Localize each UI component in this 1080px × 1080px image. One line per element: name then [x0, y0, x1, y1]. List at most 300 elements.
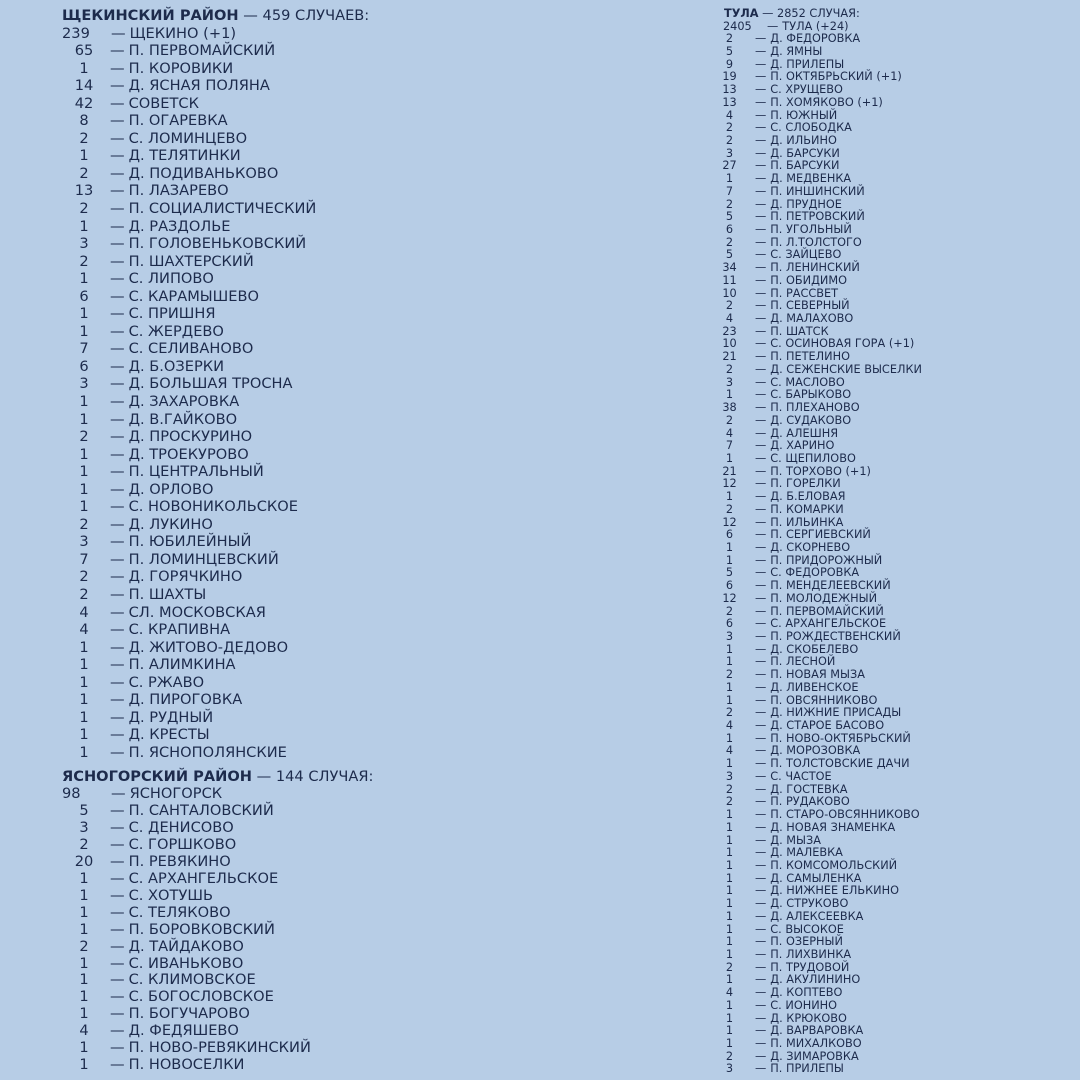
dash-separator: — — [110, 515, 125, 533]
list-item — [62, 516, 622, 534]
dash-separator: — — [755, 312, 767, 326]
dash-separator: — — [755, 998, 767, 1012]
dash-separator: — — [110, 743, 125, 761]
settlement-name: С. ХОТУШЬ — [128, 886, 213, 904]
dash-separator: — — [110, 1056, 125, 1074]
settlement-name: С. КРАПИВНА — [128, 621, 231, 639]
case-count: 2 — [725, 32, 734, 46]
case-count: 1 — [725, 846, 734, 860]
case-count: 3 — [79, 533, 89, 551]
case-count: 1 — [79, 971, 89, 989]
settlement-name: Д. ПИРОГОВКА — [128, 691, 243, 709]
case-count: 1 — [725, 680, 734, 694]
list-item — [62, 956, 622, 973]
dash-separator: — — [755, 846, 767, 860]
settlement-name: П. ТОРХОВО (+1) — [770, 464, 871, 478]
list-item — [62, 786, 622, 803]
settlement-name: С. ОСИНОВАЯ ГОРА (+1) — [770, 337, 915, 351]
settlement-name: С. ДЕНИСОВО — [128, 818, 234, 836]
dash-separator: — — [755, 70, 767, 84]
dash-separator: — — [755, 350, 767, 364]
case-count: 1 — [79, 410, 89, 428]
dash-separator: — — [755, 909, 767, 923]
dash-separator: — — [755, 490, 767, 504]
dash-separator: — — [755, 1062, 767, 1076]
case-count: 1 — [79, 270, 89, 288]
settlement-name: С. КЛИМОВСКОЕ — [128, 971, 256, 989]
settlement-name: С. СЕЛИВАНОВО — [128, 340, 254, 358]
dash-separator: — — [110, 199, 125, 217]
settlement-name: П. РУДАКОВО — [770, 795, 850, 809]
case-count: 1 — [725, 172, 734, 186]
list-item — [62, 288, 622, 306]
settlement-name: П. МОЛОДЕЖНЫЙ — [770, 591, 878, 605]
list-item — [708, 84, 1080, 97]
case-count: 1 — [79, 954, 89, 972]
settlement-name: Д. КРЮКОВО — [770, 1011, 847, 1025]
dash-separator: — — [110, 357, 125, 375]
dash-separator: — — [767, 19, 779, 33]
case-count: 1 — [725, 731, 734, 745]
dash-separator: — — [755, 591, 767, 605]
list-item — [62, 972, 622, 989]
dash-separator: — — [755, 566, 767, 580]
list-item — [62, 358, 622, 376]
list-item — [708, 351, 1080, 364]
list-item — [62, 726, 622, 744]
case-count: 1 — [79, 147, 89, 165]
dash-separator: — — [755, 947, 767, 961]
dash-separator: — — [755, 935, 767, 949]
list-item — [62, 586, 622, 604]
dash-separator: — — [755, 960, 767, 974]
list-item — [62, 130, 622, 148]
case-count: 1 — [725, 642, 734, 656]
settlement-name: ЯСНОГОРСК — [129, 784, 223, 802]
settlement-name: П. КОМАРКИ — [770, 502, 844, 516]
settlement-name: П. ЮБИЛЕЙНЫЙ — [128, 533, 252, 551]
case-count: 6 — [79, 287, 89, 305]
case-count: 7 — [725, 439, 734, 453]
case-count: 2 — [79, 129, 89, 147]
dash-separator: — — [755, 1024, 767, 1038]
case-count: 1 — [79, 1005, 89, 1023]
settlement-name: С. АРХАНГЕЛЬСКОЕ — [128, 869, 279, 887]
settlement-name: С. КАРАМЫШЕВО — [128, 287, 259, 305]
list-item — [62, 854, 622, 871]
case-count: 1 — [725, 871, 734, 885]
dash-separator: — — [111, 24, 126, 42]
case-count: 1 — [79, 656, 89, 674]
settlement-name: Д. РУДНЫЙ — [128, 708, 214, 726]
settlement-name: П. ГОРЕЛКИ — [770, 477, 841, 491]
settlement-name: Д. СТРУКОВО — [770, 897, 849, 911]
case-count: 10 — [722, 337, 737, 351]
dash-separator: — — [755, 986, 767, 1000]
settlement-name: С. ЛИПОВО — [128, 270, 214, 288]
dash-separator: — — [110, 129, 125, 147]
list-item — [708, 682, 1080, 695]
district-name: ЯСНОГОРСКИЙ РАЙОН — [62, 768, 252, 786]
case-count: 23 — [722, 324, 737, 338]
settlement-name: П. ПЕРВОМАЙСКИЙ — [770, 604, 884, 618]
case-count: 2405 — [723, 19, 752, 33]
dash-separator: — — [110, 954, 125, 972]
dash-separator: — — [110, 340, 125, 358]
case-count: 9 — [725, 57, 734, 71]
case-count: 1 — [79, 886, 89, 904]
settlement-name: Д. АЛЕШНЯ — [770, 426, 839, 440]
list-item — [62, 656, 622, 674]
dash-separator: — — [755, 464, 767, 478]
dash-separator: — — [110, 498, 125, 516]
settlement-name: П. САНТАЛОВСКИЙ — [128, 801, 274, 819]
dash-separator: — — [755, 286, 767, 300]
list-item — [62, 551, 622, 569]
settlement-name: Д. ПРИЛЕПЫ — [770, 57, 845, 71]
case-count: 2 — [725, 299, 734, 313]
list-item — [62, 182, 622, 200]
settlement-name: П. ОКТЯБРЬСКИЙ (+1) — [770, 70, 902, 84]
settlement-name: С. ЖЕРДЕВО — [128, 322, 224, 340]
dash-separator: — — [755, 451, 767, 465]
settlement-name: П. ОЗЕРНЫЙ — [770, 935, 843, 949]
dash-separator: — — [110, 410, 125, 428]
case-count: 21 — [722, 464, 737, 478]
list-item — [62, 871, 622, 888]
list-item — [62, 1057, 622, 1074]
list-item — [62, 939, 622, 956]
settlement-name: С. АРХАНГЕЛЬСКОЕ — [770, 617, 887, 631]
dash-separator: — — [110, 638, 125, 656]
case-count: 4 — [725, 719, 734, 733]
dash-separator: — — [110, 586, 125, 603]
settlement-name: С. ТЕЛЯКОВО — [128, 903, 231, 921]
settlement-name: Д. ЗАХАРОВКА — [128, 392, 240, 410]
list-item — [62, 411, 622, 429]
list-item — [62, 481, 622, 499]
case-count: 1 — [79, 988, 89, 1006]
case-count: 6 — [725, 579, 734, 593]
case-count: 2 — [725, 197, 734, 211]
dash-separator: — — [755, 668, 767, 682]
city-count: — 2852 СЛУЧАЯ: — [758, 7, 860, 20]
dash-separator: — — [111, 784, 126, 802]
dash-separator: — — [755, 630, 767, 643]
list-item — [62, 463, 622, 481]
dash-separator: — — [755, 769, 767, 783]
list-item — [708, 275, 1080, 288]
dash-separator: — — [755, 261, 767, 275]
case-count: 4 — [725, 312, 734, 326]
list-item — [62, 253, 622, 271]
settlement-name: С. ФЕДОРОВКА — [770, 566, 860, 580]
dash-separator: — — [755, 884, 767, 898]
case-count: 2 — [725, 668, 734, 682]
list-item — [62, 744, 622, 762]
dash-separator: — — [110, 1022, 125, 1040]
dash-separator: — — [755, 324, 767, 338]
dash-separator: — — [110, 673, 125, 691]
list-item — [62, 147, 622, 165]
list-item — [62, 604, 622, 622]
case-count: 1 — [79, 673, 89, 691]
list-item — [708, 173, 1080, 186]
settlement-name: П. ТРУДОВОЙ — [770, 960, 850, 974]
settlement-name: С. РЖАВО — [128, 673, 205, 691]
case-count: 2 — [725, 121, 734, 135]
dash-separator: — — [110, 886, 125, 904]
case-count: 1 — [79, 322, 89, 340]
case-count: 1 — [725, 833, 734, 847]
case-count: 4 — [725, 744, 734, 758]
settlement-name: П. СЕРГИЕВСКИЙ — [770, 528, 871, 542]
dash-separator: — — [755, 210, 767, 224]
dash-separator: — — [110, 77, 125, 95]
list-item — [708, 809, 1080, 822]
case-count: 13 — [722, 95, 737, 109]
dash-separator: — — [755, 426, 767, 440]
case-count: 12 — [722, 591, 737, 605]
dash-separator: — — [755, 223, 767, 236]
case-count: 2 — [79, 252, 89, 270]
settlement-name: П. ШАТСК — [770, 324, 829, 338]
case-count: 1 — [725, 909, 734, 923]
settlement-name: Д. НОВАЯ ЗНАМЕНКА — [770, 820, 896, 834]
dash-separator: — — [110, 445, 125, 463]
settlement-name: П. КОМСОМОЛЬСКИЙ — [770, 858, 898, 872]
section-title-yasnogorsk-district — [62, 768, 622, 786]
case-count: 3 — [725, 375, 734, 389]
list-item — [62, 533, 622, 551]
settlement-name: П. СОЦИАЛИСТИЧЕСКИЙ — [128, 199, 317, 217]
dash-separator: — — [755, 1011, 767, 1025]
list-item — [708, 135, 1080, 148]
settlement-name: Д. ЗИМАРОВКА — [770, 1049, 859, 1063]
list-item — [62, 42, 622, 60]
settlement-name: Д. КОПТЕВО — [770, 986, 843, 1000]
settlement-name: Д. ФЕДОРОВКА — [770, 32, 861, 46]
dash-separator: — — [110, 305, 125, 323]
case-count: 1 — [79, 903, 89, 921]
settlement-name: П. НОВАЯ МЫЗА — [770, 668, 865, 682]
dash-separator: — — [110, 59, 125, 77]
case-count: 1 — [725, 820, 734, 834]
case-count: 2 — [725, 604, 734, 618]
dash-separator: — — [110, 801, 125, 819]
list-item — [62, 568, 622, 586]
case-count: 98 — [62, 784, 81, 802]
dash-separator: — — [110, 971, 125, 989]
settlement-name: П. ПЛЕХАНОВО — [770, 401, 860, 415]
list-item — [62, 691, 622, 709]
settlement-name: Д. РАЗДОЛЬЕ — [128, 217, 231, 235]
list-item — [708, 580, 1080, 593]
list-item — [62, 446, 622, 464]
case-count: 6 — [725, 617, 734, 631]
dash-separator: — — [755, 502, 767, 516]
settlement-name: Д. ГОСТЕВКА — [770, 782, 848, 796]
list-item — [62, 393, 622, 411]
settlement-name: С. ЛОМИНЦЕВО — [128, 129, 248, 147]
settlement-name: С. БОГОСЛОВСКОЕ — [128, 988, 274, 1006]
case-count: 1 — [79, 498, 89, 516]
list-item — [708, 593, 1080, 606]
settlement-name: Д. НИЖНЕЕ ЕЛЬКИНО — [770, 884, 900, 898]
list-item — [708, 1063, 1080, 1076]
dash-separator: — — [110, 708, 125, 726]
settlement-name: Д. БОЛЬШАЯ ТРОСНА — [128, 375, 293, 393]
list-item — [62, 77, 622, 95]
list-item — [62, 340, 622, 358]
dash-separator: — — [110, 726, 125, 744]
dash-separator: — — [110, 375, 125, 393]
settlement-name: П. ПРИДОРОЖНЫЙ — [770, 553, 883, 567]
settlement-name: Д. ЖИТОВО-ДЕДОВО — [128, 638, 289, 656]
dash-separator: — — [755, 401, 767, 415]
settlement-name: СЛ. МОСКОВСКАЯ — [128, 603, 266, 621]
settlement-name: Д. СЕЖЕНСКИЕ ВЫСЕЛКИ — [770, 362, 922, 376]
case-count: 5 — [79, 801, 89, 819]
case-count: 2 — [79, 586, 89, 603]
settlement-name: П. ХОМЯКОВО (+1) — [770, 95, 883, 109]
list-item — [62, 803, 622, 820]
settlement-name: Д. АКУЛИНИНО — [770, 973, 861, 987]
shchekino-settlement-list — [62, 25, 622, 762]
district-count: — 459 СЛУЧАЕВ: — [238, 7, 370, 24]
dash-separator: — — [755, 897, 767, 911]
settlement-name: Д. МЕДВЕНКА — [770, 172, 852, 186]
case-count: 1 — [79, 463, 89, 481]
dash-separator: — — [755, 133, 767, 147]
dash-separator: — — [755, 871, 767, 885]
settlement-name: П. ПЕТЕЛИНО — [770, 350, 850, 364]
dash-separator: — — [755, 197, 767, 211]
list-item — [62, 112, 622, 130]
dash-separator: — — [755, 108, 767, 122]
dash-separator: — — [110, 463, 125, 481]
settlement-name: Д. ЯСНАЯ ПОЛЯНА — [128, 77, 270, 95]
dash-separator: — — [110, 147, 125, 165]
case-count: 5 — [725, 566, 734, 580]
case-count: 1 — [725, 922, 734, 936]
case-count: 20 — [74, 852, 94, 870]
dash-separator: — — [755, 413, 767, 427]
list-item — [62, 498, 622, 516]
dash-separator: — — [755, 973, 767, 987]
list-item — [708, 987, 1080, 1000]
list-item — [708, 1000, 1080, 1013]
dash-separator: — — [110, 603, 125, 621]
dash-separator: — — [110, 869, 125, 887]
settlement-name: П. ЦЕНТРАЛЬНЫЙ — [128, 463, 264, 481]
settlement-name: С. ЧАСТОЕ — [770, 769, 832, 783]
case-count: 2 — [725, 782, 734, 796]
settlement-name: Д. ТАЙДАКОВО — [128, 937, 244, 955]
dash-separator: — — [755, 579, 767, 593]
dash-separator: — — [755, 808, 767, 822]
dash-separator: — — [755, 32, 767, 46]
case-count: 1 — [725, 1011, 734, 1025]
list-item — [62, 674, 622, 692]
dash-separator: — — [110, 835, 125, 853]
list-item — [62, 621, 622, 639]
dash-separator: — — [110, 1005, 125, 1023]
dash-separator: — — [110, 182, 125, 200]
list-item — [62, 270, 622, 288]
case-count: 14 — [74, 77, 94, 95]
dash-separator: — — [755, 655, 767, 669]
list-item — [708, 631, 1080, 644]
case-count: 2 — [79, 835, 89, 853]
case-count: 2 — [79, 515, 89, 533]
case-count: 1 — [79, 638, 89, 656]
case-count: 1 — [79, 920, 89, 938]
settlement-name: П. ЛЕНИНСКИЙ — [770, 261, 860, 275]
case-count: 2 — [725, 795, 734, 809]
case-count: 11 — [722, 273, 737, 287]
dash-separator: — — [110, 42, 125, 60]
settlement-name: Д. ТРОЕКУРОВО — [128, 445, 249, 463]
dash-separator: — — [755, 299, 767, 313]
dash-separator: — — [755, 159, 767, 173]
settlement-name: Д. ЛИВЕНСКОЕ — [770, 680, 859, 694]
case-count: 1 — [725, 540, 734, 554]
settlement-name: Д. ПОДИВАНЬКОВО — [128, 164, 279, 182]
settlement-name: Д. ВАРВАРОВКА — [770, 1024, 864, 1038]
city-name: ТУЛА — [724, 7, 759, 20]
settlement-name: П. ПРИЛЕПЫ — [770, 1062, 844, 1076]
list-item — [62, 323, 622, 341]
case-count: 3 — [79, 235, 89, 253]
list-item — [62, 1023, 622, 1040]
case-count: 1 — [79, 708, 89, 726]
case-count: 2 — [79, 937, 89, 955]
list-item — [62, 1006, 622, 1023]
case-count: 4 — [725, 108, 734, 122]
settlement-name: П. БАРСУКИ — [770, 159, 840, 173]
dash-separator: — — [755, 693, 767, 707]
case-count: 2 — [79, 428, 89, 446]
dash-separator: — — [755, 617, 767, 631]
settlement-name: П. ЯСНОПОЛЯНСКИЕ — [128, 743, 287, 761]
settlement-name: С. ПРИШНЯ — [128, 305, 216, 323]
dash-separator: — — [755, 375, 767, 389]
dash-separator: — — [755, 744, 767, 758]
dash-separator: — — [755, 795, 767, 809]
dash-separator: — — [110, 428, 125, 446]
case-count: 1 — [79, 445, 89, 463]
list-item — [62, 235, 622, 253]
case-count: 8 — [79, 112, 89, 130]
case-count: 1 — [79, 1039, 89, 1057]
list-item — [62, 60, 622, 78]
tula-settlement-list — [708, 21, 1080, 1077]
list-item — [708, 720, 1080, 733]
dash-separator: — — [110, 392, 125, 410]
list-item — [708, 262, 1080, 275]
case-count: 2 — [79, 199, 89, 217]
dash-separator: — — [110, 568, 125, 586]
case-count: 65 — [74, 42, 94, 60]
settlement-name: П. КОРОВИКИ — [128, 59, 234, 77]
settlement-name: П. ЛОМИНЦЕВСКИЙ — [128, 550, 279, 568]
dash-separator: — — [755, 248, 767, 262]
settlement-name: П. МЕНДЕЛЕЕВСКИЙ — [770, 579, 891, 593]
settlement-name: С. БАРЫКОВО — [770, 388, 852, 402]
list-item — [708, 911, 1080, 924]
dash-separator: — — [110, 656, 125, 674]
